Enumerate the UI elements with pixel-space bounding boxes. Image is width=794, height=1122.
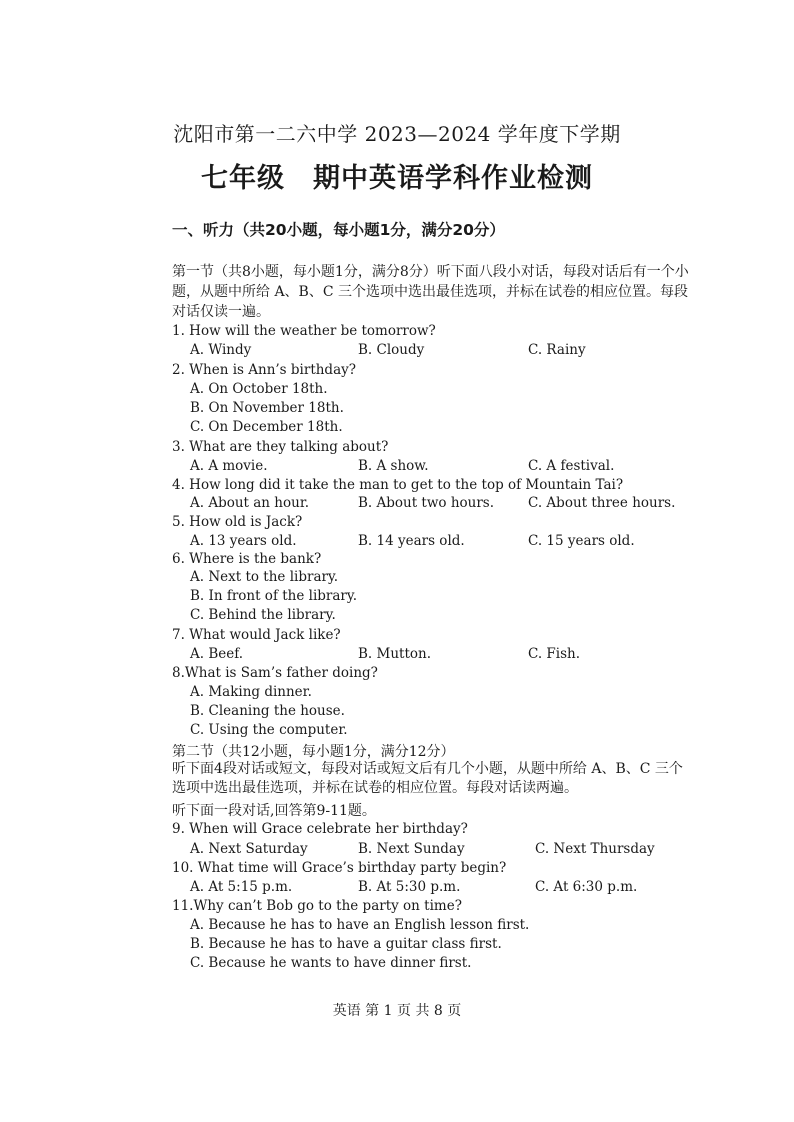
option-10b: B. At 5:30 p.m. bbox=[358, 879, 461, 895]
question-2: 2. When is Ann’s birthday? bbox=[172, 362, 356, 378]
option-9c: C. Next Thursday bbox=[535, 841, 655, 857]
section-heading: 一、听力（共20小题，每小题1分，满分20分） bbox=[172, 221, 505, 239]
part2-description: 听下面4段对话或短文，每段对话或短文后有几个小题，从题中所给 A、B、C 三个选项中选出最佳选项，并标在试卷的相应位置。每段对话读两遍。 bbox=[172, 761, 683, 796]
option-1b: B. Cloudy bbox=[358, 342, 425, 358]
option-8b: B. Cleaning the house. bbox=[190, 703, 345, 719]
option-9b: B. Next Sunday bbox=[358, 841, 465, 857]
option-2c: C. On December 18th. bbox=[190, 419, 343, 435]
question-10: 10. What time will Grace’s birthday party begin? bbox=[172, 860, 507, 876]
question-11: 11.Why can’t Bob go to the party on time? bbox=[172, 898, 462, 914]
option-11c: C. Because he wants to have dinner first. bbox=[190, 955, 472, 971]
option-3b: B. A show. bbox=[358, 458, 429, 474]
option-7b: B. Mutton. bbox=[358, 646, 431, 662]
option-10c: C. At 6:30 p.m. bbox=[535, 879, 638, 895]
option-5c: C. 15 years old. bbox=[528, 533, 635, 549]
question-7: 7. What would Jack like? bbox=[172, 627, 341, 643]
part2-intro: 第二节（共12小题，每小题1分，满分12分） bbox=[172, 744, 455, 760]
option-1c: C. Rainy bbox=[528, 342, 586, 358]
part2-subinstruction: 听下面一段对话,回答第9-11题。 bbox=[172, 803, 376, 819]
page-footer: 英语 第 1 页 共 8 页 bbox=[332, 1003, 462, 1019]
option-4b: B. About two hours. bbox=[358, 495, 495, 511]
option-5b: B. 14 years old. bbox=[358, 533, 465, 549]
option-2b: B. On November 18th. bbox=[190, 400, 344, 416]
option-3a: A. A movie. bbox=[190, 458, 268, 474]
question-9: 9. When will Grace celebrate her birthday? bbox=[172, 821, 468, 837]
exam-title: 七年级 期中英语学科作业检测 bbox=[201, 163, 593, 194]
option-4a: A. About an hour. bbox=[190, 495, 310, 511]
option-8a: A. Making dinner. bbox=[190, 684, 312, 700]
option-7a: A. Beef. bbox=[190, 646, 244, 662]
option-6a: A. Next to the library. bbox=[190, 569, 339, 585]
question-5: 5. How old is Jack? bbox=[172, 514, 303, 530]
school-title: 沈阳市第一二六中学 2023—2024 学年度下学期 bbox=[173, 122, 621, 146]
question-1: 1. How will the weather be tomorrow? bbox=[172, 323, 436, 339]
option-11a: A. Because he has to have an English lesson first. bbox=[190, 917, 530, 933]
part1-intro: 第一节（共8小题，每小题1分，满分8分）听下面八段小对话，每段对话后有一个小题，从题中所给 A、B、C 三个选项中选出最佳选项，并标在试卷的相应位置。每段对话仅读一遍。 bbox=[172, 264, 689, 320]
question-4: 4. How long did it take the man to get to the top of Mountain Tai? bbox=[172, 477, 624, 493]
option-4c: C. About three hours. bbox=[528, 495, 676, 511]
option-7c: C. Fish. bbox=[528, 646, 581, 662]
option-1a: A. Windy bbox=[190, 342, 252, 358]
option-2a: A. On October 18th. bbox=[190, 381, 328, 397]
option-5a: A. 13 years old. bbox=[190, 533, 297, 549]
question-8: 8.What is Sam’s father doing? bbox=[172, 665, 378, 681]
option-6b: B. In front of the library. bbox=[190, 588, 357, 604]
option-3c: C. A festival. bbox=[528, 458, 615, 474]
option-6c: C. Behind the library. bbox=[190, 607, 336, 623]
option-8c: C. Using the computer. bbox=[190, 722, 348, 738]
question-3: 3. What are they talking about? bbox=[172, 439, 389, 455]
option-10a: A. At 5:15 p.m. bbox=[190, 879, 293, 895]
option-9a: A. Next Saturday bbox=[190, 841, 308, 857]
option-11b: B. Because he has to have a guitar class first. bbox=[190, 936, 502, 952]
question-6: 6. Where is the bank? bbox=[172, 551, 322, 567]
